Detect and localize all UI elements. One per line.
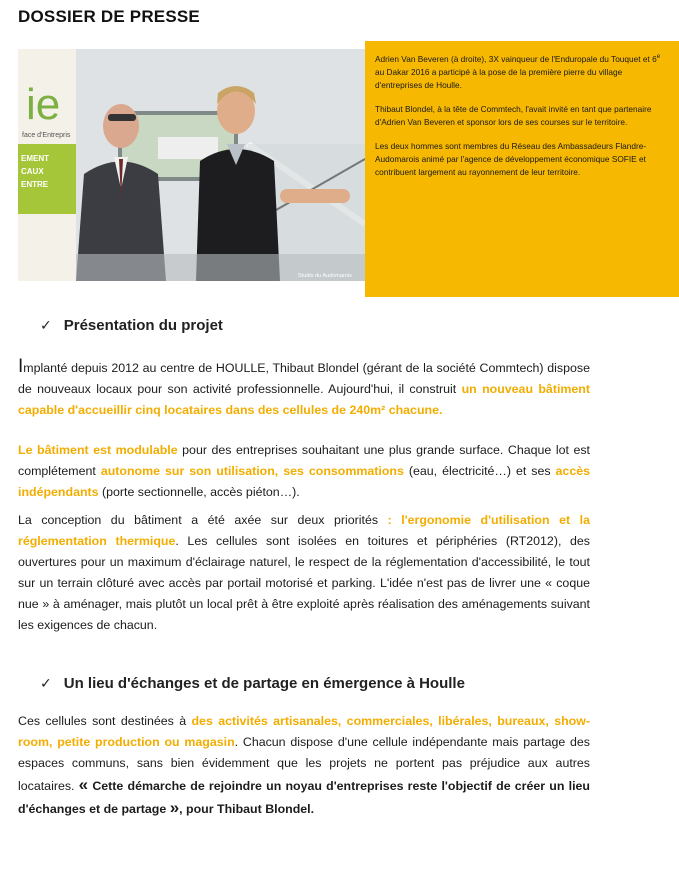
- checkmark-icon: ✓: [40, 675, 52, 691]
- paragraph-intro: Implanté depuis 2012 au centre de HOULLE, Thibaut Blondel (gérant de la société Commtech) dispose de nouveaux locaux pour son activité professionnelle. Aujourd'hui, il construit un nouveau bâtiment capable d'accueillir cinq locataires dans des cellules de 240m² chacune.: [18, 356, 590, 417]
- caption-paragraph-3: Les deux hommes sont membres du Réseau des Ambassadeurs Flandre-Audomarois animé par l'agence de développement économique SOFIE et contribuent largement au rayonnement de leur territoire.: [375, 140, 647, 178]
- paragraph-conception: La conception du bâtiment a été axée sur deux priorités : l'ergonomie d'utilisation et la réglementation thermique. Les cellules sont isolées en toitures et périphéries (RT2012), des ouvertures pour un maximum d'éclairage naturel, le respect de la réglementation d'accessibilité, le tout sur un terrain clôturé avec accès par portail motorisé et parking. L'idée n'est pas de livrer une « coque nue » à aménager, mais plutôt un local prêt à être exploité après réalisation des aménagements suivant les exigences de chacun.: [18, 513, 590, 632]
- document-title: DOSSIER DE PRESSE: [18, 7, 200, 26]
- photo-caption-box: [365, 41, 679, 297]
- banner-text: face d'Entrepris: [22, 132, 71, 139]
- banner-side-3: ENTRE: [21, 180, 49, 189]
- checkmark-icon: ✓: [40, 317, 52, 333]
- section-heading-presentation: [40, 317, 223, 334]
- paragraph-modulable: Le bâtiment est modulable pour des entreprises souhaitant une plus grande surface. Chaque lot est complétement autonome sur son utilisation, ses consommations (eau, électricité…) et ses accès indépendants (porte sectionnelle, accès piéton…).: [18, 443, 590, 499]
- section-title: Un lieu d'échanges et de partage en émergence à Houlle: [63, 675, 465, 692]
- photo-watermark: Studio du Audomarois: [298, 273, 352, 279]
- press-photo: [18, 49, 365, 281]
- caption-paragraph-1: Adrien Van Beveren (à droite), 3X vainqueur de l'Enduropale du Touquet et 6e au Dakar 2016 a participé à la pose de la première pierre du village d'entreprises de Houlle.: [375, 53, 661, 91]
- drop-cap: I: [18, 356, 24, 377]
- banner-side-1: EMENT: [21, 154, 49, 163]
- banner-letters: ie: [26, 80, 61, 129]
- section-heading-echanges: [40, 675, 465, 692]
- paragraph-cellules: Ces cellules sont destinées à des activités artisanales, commerciales, libérales, bureaux, show-room, petite production ou magasin. Chacun dispose d'une cellule indépendante mais partage des espaces communs, sans bien évidemment que les projets ne portent pas préjudice aux autres locataires. « Cette démarche de rejoindre un noyau d'entreprises reste l'objectif de créer un lieu d'échanges et de partage », pour Thibaut Blondel.: [18, 714, 590, 817]
- caption-paragraph-2: Thibaut Blondel, à la tête de Commtech, l'avait invité en tant que partenaire d'Adrien Van Beveren et sponsor lors de ses courses sur le territoire.: [375, 103, 652, 128]
- photo-illustration: [18, 49, 365, 281]
- section-title: Présentation du projet: [63, 317, 223, 334]
- banner-side-2: CAUX: [21, 167, 44, 176]
